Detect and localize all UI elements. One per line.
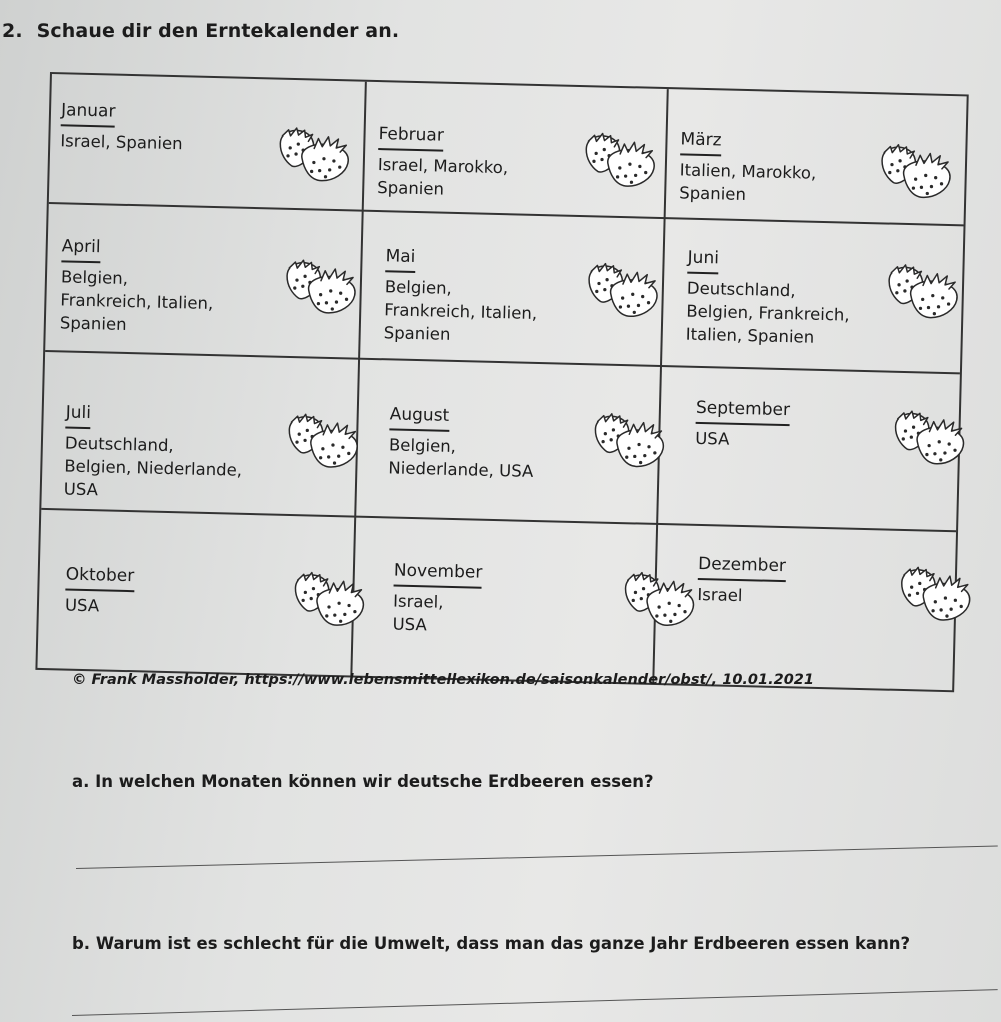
calendar-cell-oktober	[65, 563, 135, 619]
country-list: Italien, Marokko, Spanien	[679, 160, 817, 205]
country-list: Israel, USA	[392, 591, 444, 635]
strawberry-pair-icon	[619, 566, 700, 630]
calendar-cell-september	[695, 396, 790, 452]
strawberry-pair-icon	[882, 258, 963, 322]
image-credit: © Frank Massholder, https://www.lebensmittellexikon.de/saisonkalender/obst/, 10.01.2021	[72, 672, 814, 688]
country-list: Deutschland, Belgien, Niederlande, USA	[63, 433, 243, 500]
grid-row-divider	[49, 202, 964, 226]
calendar-cell-maerz	[679, 127, 817, 207]
strawberry-pair-icon	[875, 138, 956, 202]
country-list: USA	[64, 595, 100, 616]
country-list: Israel	[697, 584, 743, 606]
question-a	[72, 772, 654, 791]
month-label: April	[61, 235, 101, 263]
strawberry-pair-icon	[579, 127, 660, 191]
month-label: Oktober	[65, 564, 134, 593]
month-label: Juli	[65, 401, 91, 429]
strawberry-pair-icon	[280, 254, 361, 318]
month-label: September	[696, 397, 791, 426]
calendar-cell-august	[388, 402, 535, 483]
calendar-cell-februar	[377, 122, 509, 202]
country-list: Belgien, Niederlande, USA	[388, 435, 534, 481]
strawberry-pair-icon	[288, 566, 369, 630]
answer-line[interactable]	[72, 989, 998, 1016]
question-b	[72, 934, 910, 953]
grid-row-divider	[41, 508, 956, 532]
calendar-cell-januar	[60, 98, 184, 155]
answer-line[interactable]	[76, 845, 998, 869]
strawberry-pair-icon	[282, 408, 363, 472]
strawberry-pair-icon	[273, 122, 354, 186]
strawberry-pair-icon	[895, 561, 976, 625]
strawberry-pair-icon	[889, 405, 970, 469]
strawberry-pair-icon	[582, 257, 663, 321]
calendar-cell-mai	[383, 244, 538, 348]
month-label: Januar	[61, 99, 116, 127]
calendar-cell-november	[392, 559, 482, 638]
month-label: August	[389, 403, 449, 431]
task-heading	[2, 20, 399, 42]
country-list: Israel, Marokko, Spanien	[377, 155, 509, 199]
month-label: November	[394, 560, 483, 589]
question-text: In welchen Monaten können wir deutsche Erdbeeren essen?	[95, 772, 654, 791]
country-list: Belgien, Frankreich, Italien, Spanien	[383, 277, 538, 344]
question-label: a.	[72, 772, 90, 791]
country-list: USA	[695, 428, 730, 449]
question-text: Warum ist es schlecht für die Umwelt, dass man das ganze Jahr Erdbeeren essen kann?	[95, 934, 911, 953]
task-heading-text: Schaue dir den Erntekalender an.	[36, 20, 400, 42]
calendar-cell-april	[60, 234, 215, 338]
calendar-cell-dezember	[697, 552, 786, 608]
country-list: Belgien, Frankreich, Italien, Spanien	[59, 267, 214, 334]
month-label: Mai	[385, 245, 415, 273]
harvest-calendar	[35, 72, 994, 695]
grid-row-divider	[45, 350, 960, 374]
month-label: März	[680, 128, 722, 156]
month-label: Juni	[687, 247, 719, 275]
country-list: Israel, Spanien	[60, 131, 183, 154]
calendar-cell-juli	[64, 400, 244, 504]
month-label: Februar	[378, 123, 444, 152]
strawberry-pair-icon	[588, 407, 669, 471]
bleed-through-text: ​	[419, 55, 421, 73]
country-list: Deutschland, Belgien, Frankreich, Italien, Spanien	[685, 278, 850, 347]
task-number: 2.	[2, 20, 23, 42]
question-label: b.	[72, 934, 91, 953]
month-label: Dezember	[698, 553, 786, 582]
calendar-cell-juni	[686, 246, 852, 350]
